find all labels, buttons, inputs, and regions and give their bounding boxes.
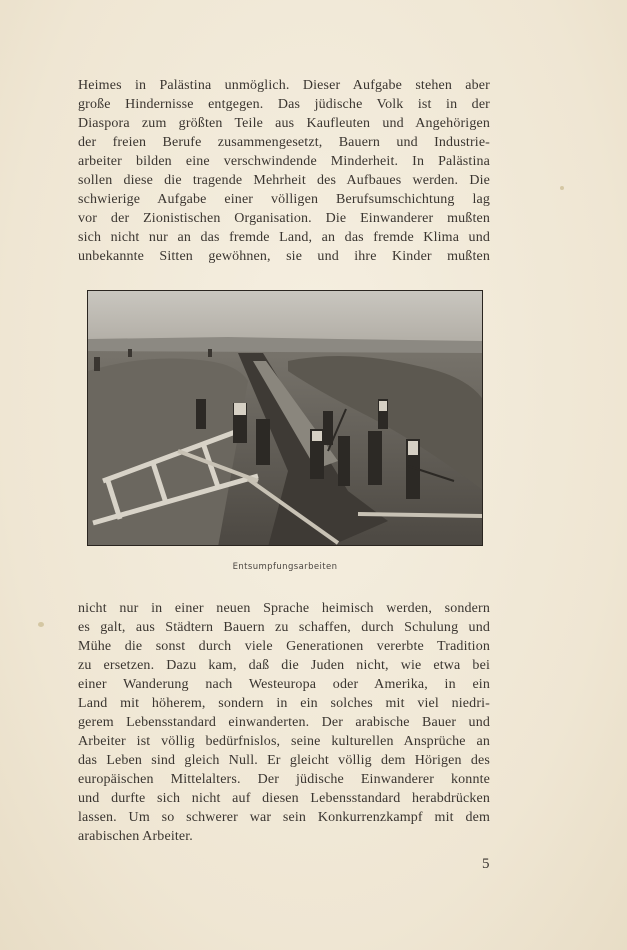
- text-line: es galt, aus Städtern Bauern zu schaffen, durch Schulung und: [78, 620, 490, 635]
- text-line: einer Wanderung nach Westeuropa oder Amerika, in ein: [78, 677, 490, 692]
- paper-speck: [560, 186, 564, 190]
- text-line: lassen. Um so schwerer war sein Konkurrenzkampf mit dem: [78, 810, 490, 825]
- drainage-work-photo: [87, 290, 483, 546]
- text-line: das Leben sind gleich Null. Er gleicht völlig dem Hörigen des: [78, 753, 490, 768]
- text-line: und durfte sich nicht auf diesen Lebensstandard herabdrücken: [78, 791, 490, 806]
- text-line: arabischen Arbeiter.: [78, 829, 193, 844]
- paper-speck: [38, 622, 44, 627]
- text-line: große Hindernisse entgegen. Das jüdische Volk ist in der: [78, 97, 490, 112]
- text-line: europäischen Mittelalters. Der jüdische Einwanderer konnte: [78, 772, 490, 787]
- text-line: gerem Lebensstandard einwanderten. Der arabische Bauer und: [78, 715, 490, 730]
- text-line: schwierige Aufgabe einer völligen Berufsumschichtung lag: [78, 192, 490, 207]
- text-line: zu ersetzen. Dazu kam, daß die Juden nicht, wie etwa bei: [78, 658, 490, 673]
- body-paragraph-2: [78, 599, 490, 846]
- text-line: Heimes in Palästina unmöglich. Dieser Aufgabe stehen aber: [78, 78, 490, 93]
- body-paragraph-1: [78, 76, 490, 266]
- text-line: sollen diese die tragende Mehrheit des Aufbaues werden. Die: [78, 173, 490, 188]
- photo-caption: Entsumpfungsarbeiten: [232, 562, 338, 572]
- text-line: Diaspora zum größten Teile aus Kaufleuten und Angehörigen: [78, 116, 490, 131]
- text-line: Mühe die sonst durch viele Generationen vererbte Tradition: [78, 639, 490, 654]
- text-line: unbekannte Sitten gewöhnen, sie und ihre Kinder mußten: [78, 249, 490, 264]
- text-line: vor der Zionistischen Organisation. Die Einwanderer mußten: [78, 211, 490, 226]
- text-line: Arbeiter ist völlig bedürfnislos, seine kulturellen Ansprüche an: [78, 734, 490, 749]
- text-line: sich nicht nur an das fremde Land, an das fremde Klima und: [78, 230, 490, 245]
- text-line: Land mit höherem, sondern in ein solches mit viel niedri-: [78, 696, 490, 711]
- page-number: 5: [482, 856, 490, 872]
- text-line: arbeiter bilden eine verschwindende Minderheit. In Palästina: [78, 154, 490, 169]
- text-line: der freien Berufe zusammengesetzt, Bauern und Industrie-: [78, 135, 490, 150]
- text-line: nicht nur in einer neuen Sprache heimisch werden, sondern: [78, 601, 490, 616]
